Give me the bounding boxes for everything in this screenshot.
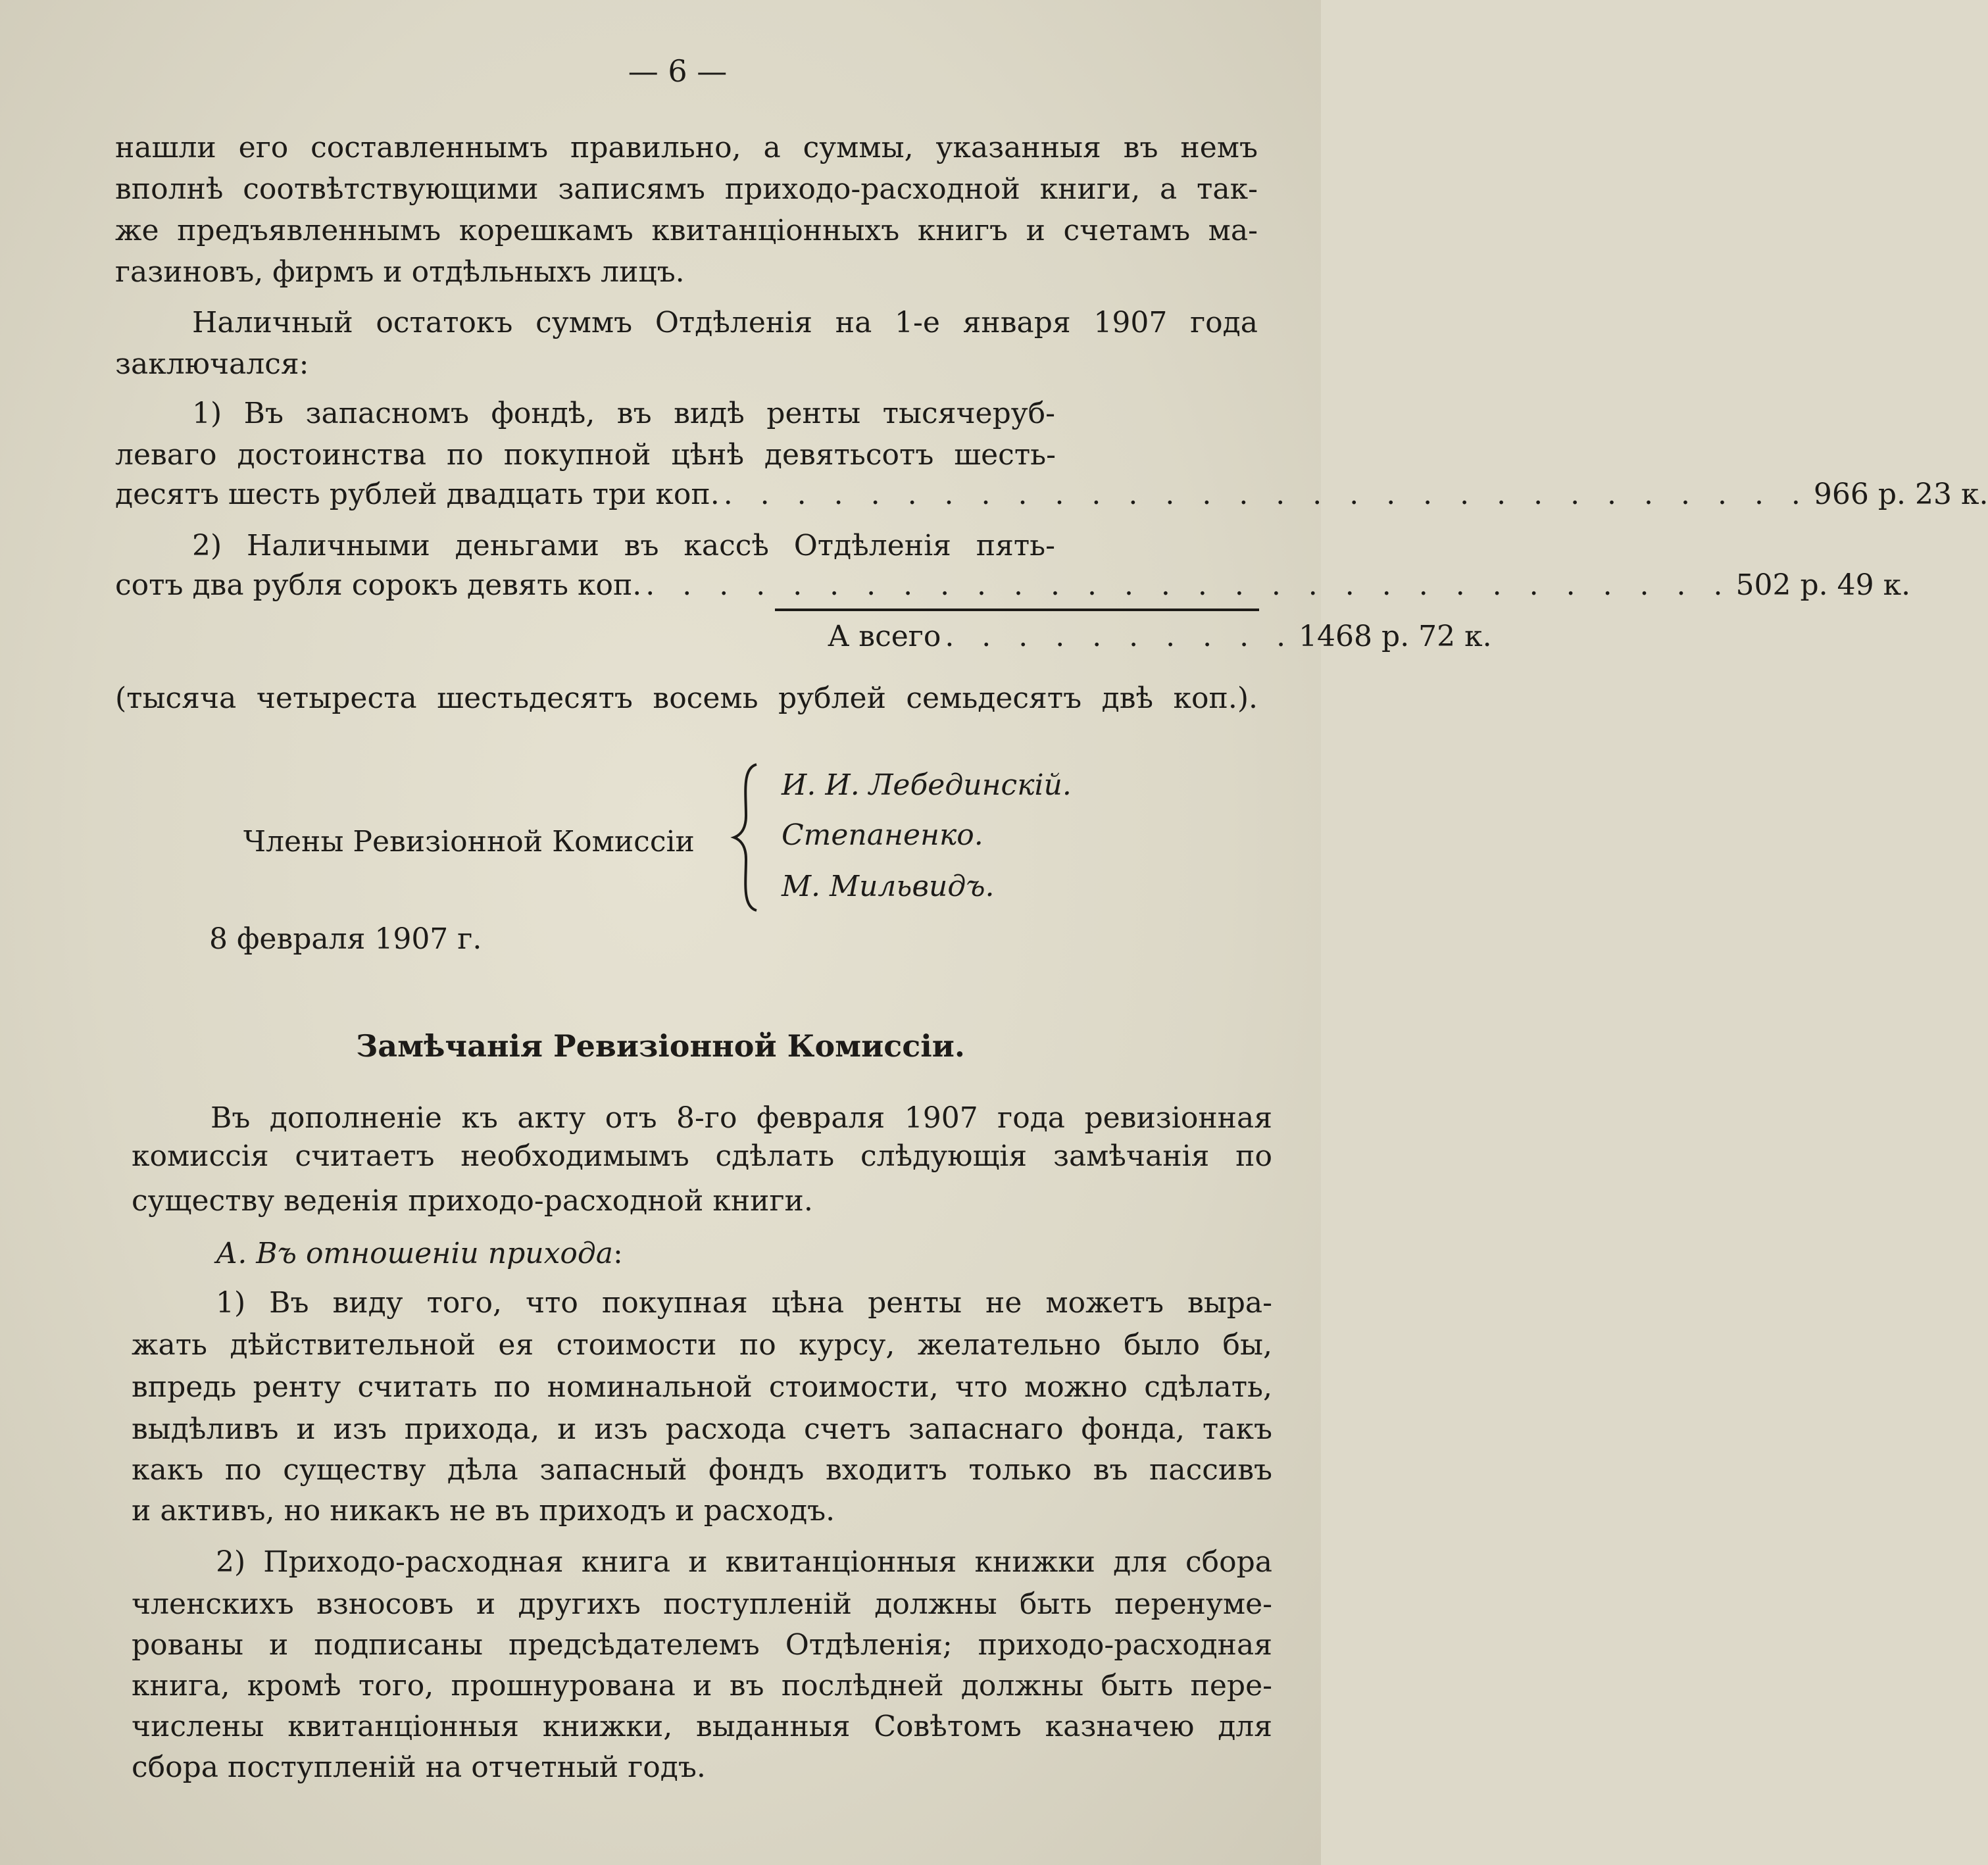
item1-line: 1) Въ запасномъ фондѣ, въ видѣ ренты тысячеруб- [192,397,1055,430]
paragraph2-line: заключался: [115,347,309,381]
item1-amount-line [115,476,1988,513]
point2-line: сбора поступленій на отчетный годъ. [132,1751,706,1784]
remarks-intro-line: Въ дополненіе къ акту отъ 8-го февраля 1907 года ревизіонная [211,1101,1272,1135]
section-a-title: А. Въ отношеніи прихода [216,1237,613,1270]
signatures-label: Члены Ревизіонной Комиссіи [243,825,695,858]
point1-line: и активъ, но никакъ не въ приходъ и расходъ. [132,1494,835,1528]
signature-name: М. Мильвидъ. [782,870,995,903]
paragraph1-line: нашли его составленнымъ правильно, а суммы, указанныя въ немъ [115,131,1258,164]
total-rule [775,609,1259,611]
item1-line: леваго достоинства по покупной цѣнѣ девятьсотъ шесть- [115,438,1056,472]
remarks-heading: Замѣчанія Ревизіонной Комиссіи. [356,1028,965,1064]
point1-line: жать дѣйствительной ея стоимости по курсу, желательно было бы, [132,1328,1272,1362]
point2-line: числены квитанціонныя книжки, выданныя Совѣтомъ казначею для [132,1710,1272,1743]
point1-line: впредь ренту считать по номинальной стоимости, что можно сдѣлать, [132,1370,1272,1404]
point1-line: какъ по существу дѣла запасный фондъ входитъ только въ пассивъ [132,1453,1272,1487]
item2-amount: 502 р. 49 к. [1735,568,1911,602]
page-number: — 6 — [628,53,728,89]
paragraph1-line: же предъявленнымъ корешкамъ квитанціонныхъ книгъ и счетамъ ма- [115,214,1258,247]
paragraph1-line: вполнѣ соотвѣтствующими записямъ приходо-расходной книги, а так- [115,172,1258,206]
document-date: 8 февраля 1907 г. [209,922,482,956]
total-amount: 1468 р. 72 к. [1299,620,1492,653]
leader-dots: . . . . . . . . . . [945,620,1295,653]
paragraph2-line: Наличный остатокъ суммъ Отдѣленія на 1-е января 1907 года [192,306,1258,339]
item2-line: 2) Наличными деньгами въ кассѣ Отдѣленія пять- [192,529,1055,562]
signature-name: И. И. Лебединскій. [782,768,1072,802]
curly-brace-icon [730,762,763,913]
total-label: А всего [828,620,941,653]
total-line [828,618,1492,655]
point2-line: 2) Приходо-расходная книга и квитанціонныя книжки для сбора [216,1545,1272,1579]
signature-name: Степаненко. [782,818,983,852]
item2-amount-line [115,567,1911,604]
point2-line: рованы и подписаны предсѣдателемъ Отдѣленія; приходо-расходная [132,1628,1272,1662]
leader-dots: . . . . . . . . . . . . . . . . . . . . . . . . . . . . . . [645,568,1732,602]
point2-line: членскихъ взносовъ и другихъ поступленій должны быть перенуме- [132,1587,1272,1621]
point1-line: выдѣливъ и изъ прихода, и изъ расхода счетъ запаснаго фонда, такъ [132,1412,1272,1446]
item2-last-line: сотъ два рубля сорокъ девять коп. [115,568,642,602]
remarks-intro-line: комиссія считаетъ необходимымъ сдѣлать слѣдующія замѣчанія по [132,1139,1272,1173]
leader-dots: . . . . . . . . . . . . . . . . . . . . . . . . . . . . . . [723,478,1810,511]
section-a-colon: : [613,1237,623,1270]
total-in-words: (тысяча четыреста шестьдесятъ восемь рублей семьдесятъ двѣ коп.). [115,682,1258,715]
item1-last-line: десятъ шесть рублей двадцать три коп. [115,478,720,511]
point1-line: 1) Въ виду того, что покупная цѣна ренты не можетъ выра- [216,1286,1272,1320]
point2-line: книга, кромѣ того, прошнурована и въ послѣдней должны быть пере- [132,1669,1272,1703]
section-a-heading [216,1235,623,1272]
paragraph1-line: газиновъ, фирмъ и отдѣльныхъ лицъ. [115,255,685,289]
item1-amount: 966 р. 23 к. [1813,478,1988,511]
remarks-intro-line: существу веденія приходо-расходной книги. [132,1184,813,1218]
